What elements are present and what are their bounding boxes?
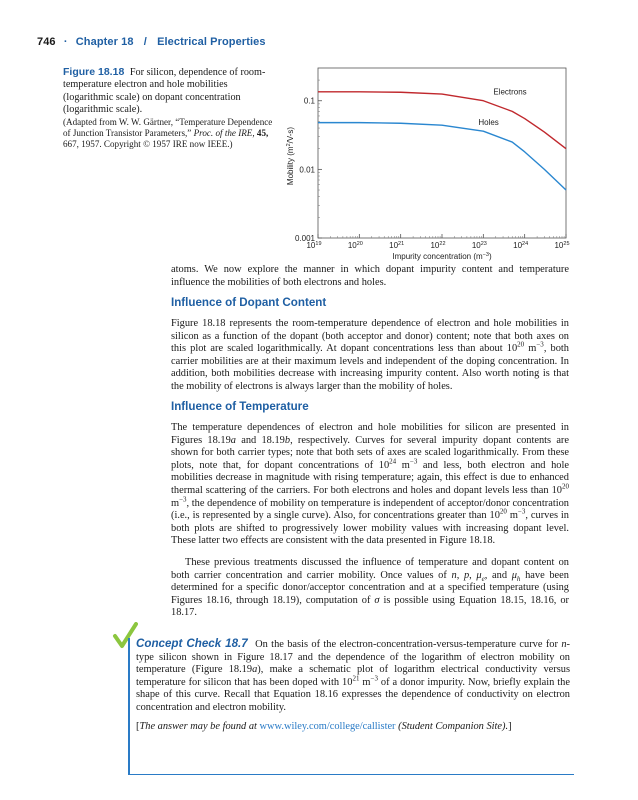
figure-label: Figure 18.18 <box>63 66 125 78</box>
header-slash: / <box>143 36 147 48</box>
chapter-number: Chapter 18 <box>75 36 134 48</box>
source-volume: 45, <box>256 127 269 138</box>
y-axis-label: Mobility $(m^2/V-s)$ <box>286 126 295 186</box>
heading-dopant-content: Influence of Dopant Content <box>171 296 327 309</box>
x-tick-label: $10^{24}$ <box>513 241 529 250</box>
mobility-chart-svg <box>280 58 580 263</box>
running-header <box>37 36 266 48</box>
x-tick-label: $10^{20}$ <box>347 241 363 250</box>
x-tick-label: $10^{25}$ <box>554 241 570 250</box>
y-tick-label: 0.01 <box>299 165 315 175</box>
page-number: 746 <box>37 36 56 48</box>
answer-link[interactable]: www.wiley.com/college/callister <box>259 720 396 732</box>
paragraph-temperature: The temperature dependences of electron and hole mobilities for silicon are presented in Figures 18.19a and 18.19b, respectively. Curves for several impurity dopant contents are shown for both carrier types; note that both sets of axes are scaled logarithmically. From these plots, note that, for dopant concentrations of $10^{24}$ $m^{-3}$ and less, both electron and hole mobilities decrease in magnitude with rising temperature; again, this effect is due to enhanced thermal scattering of the carriers. For both electrons and holes and dopant levels less than $10^{20}$ $m^{-3}$, the dependence of mobility on temperature is independent of acceptor/donor concentration (i.e., is represented by a single curve). Also, for concentrations greater than $10^{20}$ $m^{-3}$, curves in both plots are shifted to progressively lower mobility values with increasing dopant level. These latter two effects are consistent with the data presented in Figure 18.18. <box>171 422 570 547</box>
paragraph-dopant-content: Figure 18.18 represents the room-temperature dependence of electron and hole mobilities in silicon as a function of the dopant (both acceptor and donor) content; note that both axes on this plot are scaled logarithmically. At dopant concentrations less than about $10^{20}$ $m^{-3}$, both carrier mobilities are at their maximum levels and independent of the doping concentration. In addition, both mobilities decrease with increasing impurity content. Also worth noting is that the mobility of electrons is always larger than the mobility of holes. <box>171 318 569 392</box>
series-label-electrons: Electrons <box>493 87 527 97</box>
chapter-title: Electrical Properties <box>157 36 266 48</box>
x-tick-label: $10^{23}$ <box>471 241 487 250</box>
concept-check-answer: [The answer may be found at www.wiley.com/college/callister (Student Companion Site).] <box>136 720 512 732</box>
figure-caption-text: For silicon, dependence of room-temperature electron and hole mobilities (logarithmic scale) on dopant concentration (logarithmic scale). <box>63 67 266 116</box>
y-tick-label: 0.1 <box>303 96 315 106</box>
concept-check: Concept Check 18.7 On the basis of the electron-concentration-versus-temperature curve for n-type silicon shown in Figure 18.17 and the dependence of the logarithm of electron mobility on temperature (Figure 18.19a), make a schematic plot of logarithm electrical conductivity versus temperature for silicon that has been doped with $10^{21}$ $m^{-3}$ of a donor impurity. Now, briefly explain the shape of this curve. Recall that Equation 18.16 expresses the dependence of conductivity on electron concentration and electron mobility. [The answer may be found at www.wiley.com/college/callister (Student Companion Site).] <box>136 637 570 732</box>
header-separator: · <box>63 36 68 48</box>
series-label-holes: Holes <box>478 118 499 128</box>
y-tick-label: 0.001 <box>294 234 315 243</box>
source-journal: Proc. of the IRE, <box>193 127 255 138</box>
mobility-chart <box>280 58 580 268</box>
paragraph-summary: These previous treatments discussed the influence of temperature and dopant content on both carrier concentration and carrier mobility. Once values of n, p, $\mu_e$, and $\mu_h$ have been determined for a specific donor/acceptor concentration and at a specified temperature (using Figures 18.16, through 18.19), computation of σ is possible using Equation 18.15, 18.16, or 18.17. <box>171 557 570 619</box>
concept-check-label: Concept Check 18.7 <box>136 637 248 650</box>
figure-source <box>63 117 278 151</box>
paragraph-intro: atoms. We now explore the manner in which dopant impurity content and temperature influence the mobilities of both electrons and holes. <box>171 264 569 288</box>
figure-caption <box>63 66 278 150</box>
concept-check-rule <box>128 774 574 775</box>
source-suffix: 667, 1957. Copyright © 1957 IRE now IEEE.) <box>63 139 233 150</box>
x-tick-label: $10^{22}$ <box>430 241 446 250</box>
heading-temperature: Influence of Temperature <box>171 400 309 413</box>
x-axis-label: Impurity concentration $(m^{-3})$ <box>392 252 492 261</box>
source-prefix: (Adapted from W. W. Gärtner, “Temperature Dependence of Junction Transistor Parameters,” <box>63 116 273 138</box>
x-tick-label: $10^{21}$ <box>389 241 405 250</box>
x-tick-label: $10^{19}$ <box>306 241 322 250</box>
